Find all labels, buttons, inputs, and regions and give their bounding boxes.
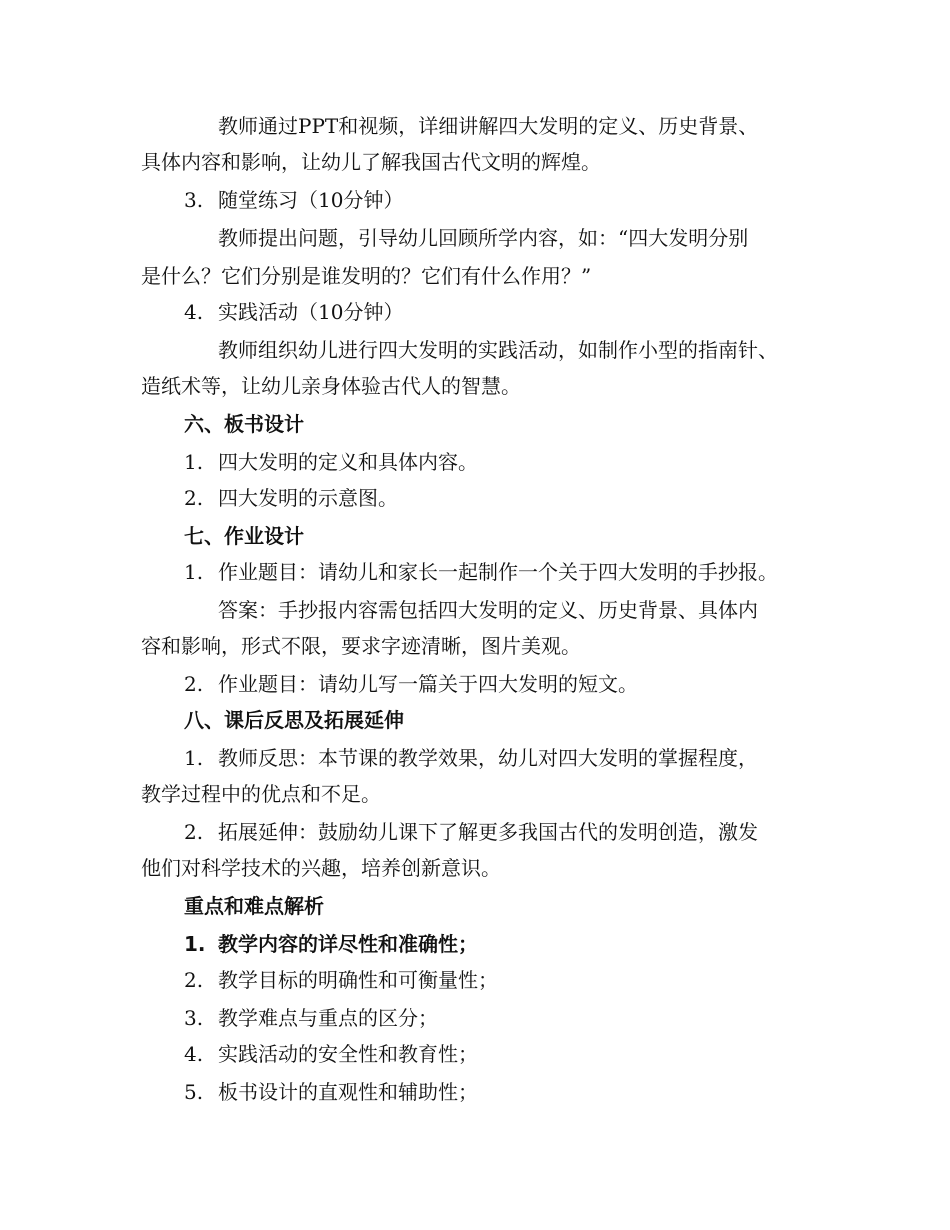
list-number: 2. (184, 672, 204, 696)
list-number: 2. (184, 968, 204, 992)
paragraph-line: 答案：手抄报内容需包括四大发明的定义、历史背景、具体内 (218, 598, 758, 622)
section-heading: 六、板书设计 (184, 412, 304, 436)
section-heading: 重点和难点解析 (184, 894, 324, 918)
list-number: 5. (184, 1080, 204, 1104)
section-heading: 八、课后反思及拓展延伸 (184, 708, 404, 732)
paragraph-line: 教师通过PPT和视频，详细讲解四大发明的定义、历史背景、 (218, 114, 759, 138)
list-number: 1. (184, 932, 206, 956)
paragraph-line: 容和影响，形式不限，要求字迹清晰，图片美观。 (141, 634, 581, 658)
list-item (184, 1040, 864, 1068)
list-item (184, 448, 864, 476)
list-text: 四大发明的示意图。 (218, 486, 398, 510)
list-item (184, 484, 864, 512)
list-item (184, 186, 864, 214)
section-heading: 七、作业设计 (184, 524, 304, 548)
list-text: 实践活动的安全性和教育性； (218, 1042, 478, 1066)
list-text: 教师反思：本节课的教学效果，幼儿对四大发明的掌握程度， (218, 746, 758, 770)
paragraph-line: 教学过程中的优点和不足。 (141, 782, 381, 806)
list-item (184, 558, 864, 586)
list-item (184, 930, 864, 958)
list-number: 4. (184, 1042, 204, 1066)
list-item (184, 818, 864, 846)
paragraph-line: 教师提出问题，引导幼儿回顾所学内容，如：“四大发明分别 (218, 226, 749, 250)
list-text: 作业题目：请幼儿和家长一起制作一个关于四大发明的手抄报。 (218, 560, 778, 584)
paragraph-line: 教师组织幼儿进行四大发明的实践活动，如制作小型的指南针、 (218, 338, 778, 362)
list-text: 教学难点与重点的区分； (218, 1006, 438, 1030)
list-item (184, 744, 864, 772)
list-text: 四大发明的定义和具体内容。 (218, 450, 478, 474)
list-number: 1. (184, 560, 204, 584)
list-number: 1. (184, 746, 204, 770)
list-item (184, 670, 864, 698)
list-number: 1. (184, 450, 204, 474)
list-number: 4. (184, 300, 204, 324)
list-text: 实践活动（10分钟） (218, 300, 404, 324)
list-text: 教学内容的详尽性和准确性； (218, 932, 478, 956)
list-item (184, 1004, 864, 1032)
list-text: 随堂练习（10分钟） (218, 188, 404, 212)
list-text: 教学目标的明确性和可衡量性； (218, 968, 498, 992)
paragraph-line: 造纸术等，让幼儿亲身体验古代人的智慧。 (141, 374, 521, 398)
list-text: 作业题目：请幼儿写一篇关于四大发明的短文。 (218, 672, 638, 696)
list-text: 板书设计的直观性和辅助性； (218, 1080, 478, 1104)
list-number: 2. (184, 820, 204, 844)
list-number: 3. (184, 1006, 204, 1030)
paragraph-line: 是什么？它们分别是谁发明的？它们有什么作用？” (141, 264, 592, 288)
paragraph-line: 他们对科学技术的兴趣，培养创新意识。 (141, 856, 501, 880)
list-number: 3. (184, 188, 204, 212)
list-text: 拓展延伸：鼓励幼儿课下了解更多我国古代的发明创造，激发 (218, 820, 758, 844)
list-item (184, 298, 864, 326)
list-item (184, 966, 864, 994)
list-item (184, 1078, 864, 1106)
paragraph-line: 具体内容和影响，让幼儿了解我国古代文明的辉煌。 (141, 150, 601, 174)
list-number: 2. (184, 486, 204, 510)
